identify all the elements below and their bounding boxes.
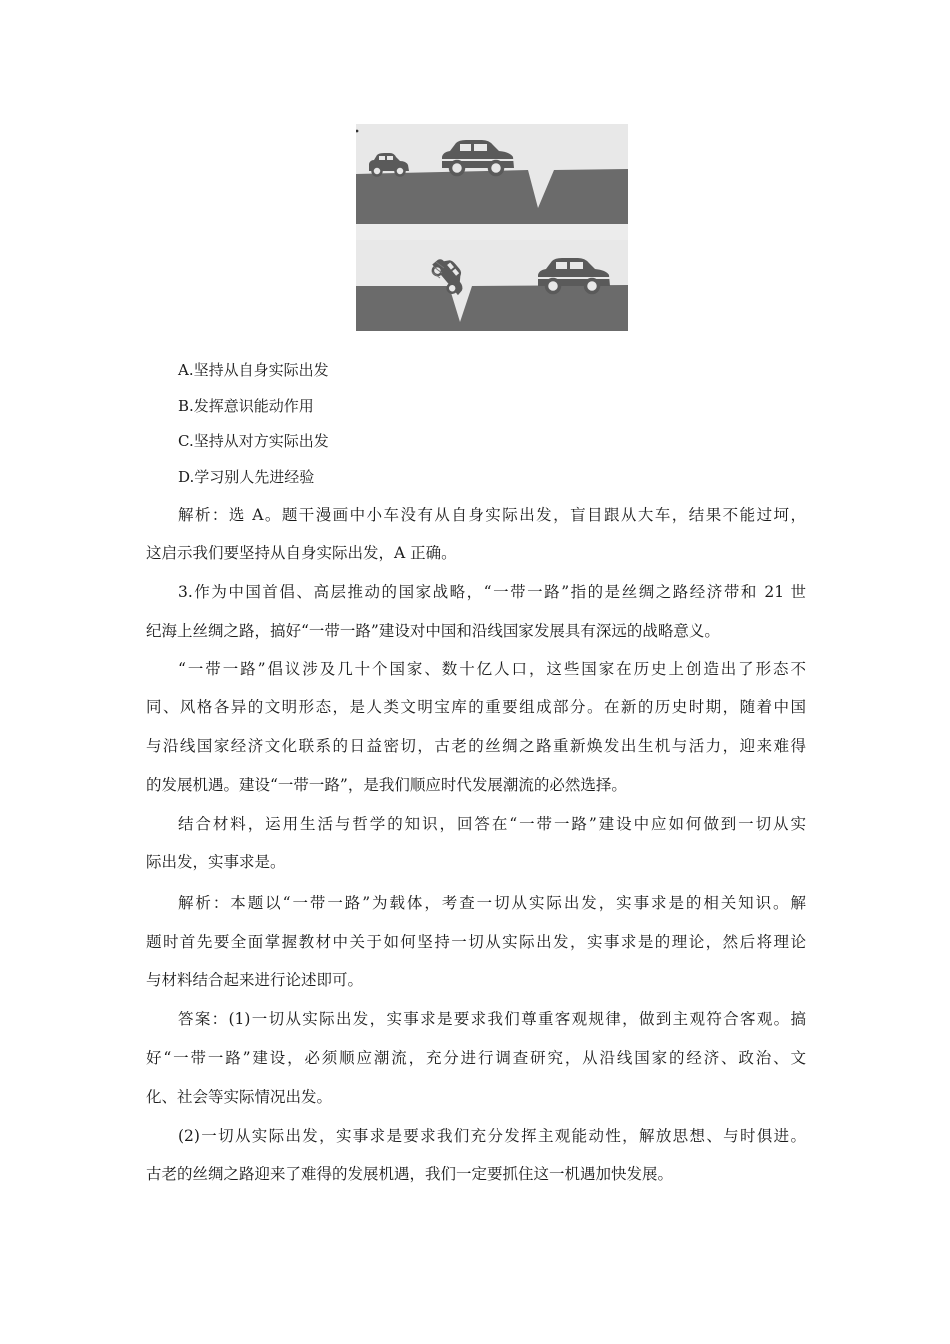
cartoon-figure [356, 124, 628, 331]
top-road [356, 169, 628, 224]
option-b: B.发挥意识能动作用 [178, 397, 314, 415]
material-line: “一带一路”倡议涉及几十个国家、数十亿人口，这些国家在历史上创造出了形态不 [178, 660, 806, 678]
answer-line: 好“一带一路”建设，必须顺应潮流，充分进行调查研究，从沿线国家的经济、政治、文 [146, 1049, 806, 1067]
material-line: 与沿线国家经济文化联系的日益密切，古老的丝绸之路重新焕发出生机与活力，迎来难得 [146, 737, 806, 755]
panel-divider [356, 224, 628, 240]
material-line: 的发展机遇。建设“一带一路”，是我们顺应时代发展潮流的必然选择。 [146, 776, 627, 794]
option-a: A.坚持从自身实际出发 [178, 361, 329, 379]
analysis-line: 题时首先要全面掌握教材中关于如何坚持一切从实际出发，实事求是的理论，然后将理论 [146, 933, 806, 951]
analysis-line: 与材料结合起来进行论述即可。 [146, 971, 364, 989]
option-c: C.坚持从对方实际出发 [178, 432, 329, 450]
analysis-line: 这启示我们要坚持从自身实际出发，A 正确。 [146, 544, 457, 562]
analysis-line: 解析：选 A。题干漫画中小车没有从自身实际出发，盲目跟从大车，结果不能过坷， [178, 506, 806, 524]
prompt-line: 结合材料，运用生活与哲学的知识，回答在“一带一路”建设中应如何做到一切从实 [178, 815, 806, 833]
answer-line: 化、社会等实际情况出发。 [146, 1088, 333, 1106]
analysis-line: 解析：本题以“一带一路”为载体，考查一切从实际出发，实事求是的相关知识。解 [178, 894, 806, 912]
option-d: D.学习别人先进经验 [178, 468, 315, 486]
question-stem-line: 3.作为中国首倡、高层推动的国家战略，“一带一路”指的是丝绸之路经济带和 21 世 [178, 583, 806, 601]
material-line: 同、风格各异的文明形态，是人类文明宝库的重要组成部分。在新的历史时期，随着中国 [146, 698, 806, 716]
prompt-line: 际出发，实事求是。 [146, 853, 286, 871]
answer-line: 答案：(1)一切从实际出发，实事求是要求我们尊重客观规律，做到主观符合客观。搞 [178, 1010, 806, 1028]
answer-line: 古老的丝绸之路迎来了难得的发展机遇，我们一定要抓住这一机遇加快发展。 [146, 1165, 674, 1183]
question-stem-line: 纪海上丝绸之路，搞好“一带一路”建设对中国和沿线国家发展具有深远的战略意义。 [146, 622, 720, 640]
answer-line: (2)一切从实际出发，实事求是要求我们充分发挥主观能动性，解放思想、与时俱进。 [178, 1127, 806, 1145]
